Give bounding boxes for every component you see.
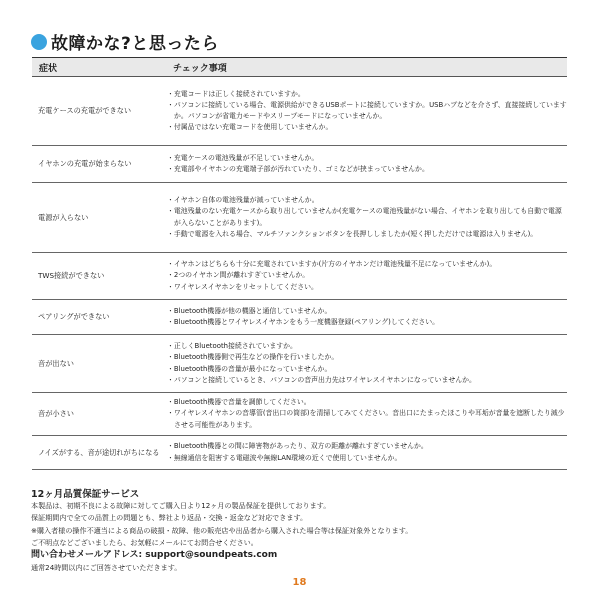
- warranty-line: 保証期間内で全ての品質上の問題とも、弊社より返品・交換・返金など対応できます。: [31, 513, 308, 523]
- troubleshooting-table: [32, 57, 567, 470]
- contact-email: 問い合わせメールアドレス: support@soundpeats.com: [31, 550, 278, 561]
- warranty-body: [31, 500, 571, 574]
- table-row: [32, 300, 567, 335]
- warranty-line: ご不明点などございましたら、お気軽にメールにてお問合せください。: [31, 537, 258, 547]
- warranty-line: ※購入者様の操作不適当による商品の破損・故障、他の販売店や出品者から購入された場合等は保証対象外となります。: [31, 525, 413, 535]
- check-item: ・イヤホンはどちらも十分に充電されていますか(片方のイヤホンだけ電池残量不足になっていませんか)。: [167, 260, 497, 269]
- page-number: 18: [292, 577, 307, 588]
- check-cell: [161, 77, 567, 146]
- table-row: [32, 77, 567, 146]
- table-row: [32, 436, 567, 470]
- check-cell: [161, 253, 567, 300]
- symptom-cell: 充電ケースの充電ができない: [32, 77, 161, 146]
- check-item: ・充電部やイヤホンの充電端子部が汚れていたり、ゴミなどが挟まっていませんか。: [167, 165, 429, 173]
- symptom-cell: 音が出ない: [32, 335, 161, 393]
- check-item: ・付属品ではない充電コードを使用していませんか。: [167, 123, 333, 132]
- check-cell: [161, 393, 567, 436]
- check-item: ・Bluetooth機器の音量が最小になっていませんか。: [167, 364, 332, 373]
- check-cell: [161, 183, 567, 253]
- symptom-cell: イヤホンの充電が始まらない: [32, 146, 161, 183]
- table-row: [32, 146, 567, 183]
- check-item: ・2つのイヤホン間が離れすぎていませんか。: [167, 271, 310, 280]
- check-item: ・パソコンと接続しているとき、パソコンの音声出力先はワイヤレスイヤホンになっていませんか。: [167, 375, 476, 384]
- table-row: [32, 253, 567, 300]
- header-symptom: 症状: [32, 58, 161, 77]
- check-item: ・電池残量のない充電ケースから取り出していませんか(充電ケースの電池残量がない場合、イヤホンを取り出しても自動で電源が入らないことがあります)。: [167, 207, 562, 227]
- warranty-title: 12ヶ月品質保証サービス: [31, 489, 140, 500]
- check-item: ・Bluetooth機器が他の機器と通信していませんか。: [167, 306, 332, 315]
- check-item: ・正しくBluetooth接続されていますか。: [167, 342, 297, 351]
- check-item: ・ワイヤレスイヤホンの音導管(音出口の筒部)を清掃してみてください。音出口にたまったほこりや耳垢が音量を遮断したり減少させる可能性があります。: [167, 409, 565, 429]
- check-item: ・Bluetooth機器側で再生などの操作を行いましたか。: [167, 353, 339, 362]
- check-item: ・Bluetooth機器で音量を調節してください。: [167, 398, 311, 407]
- check-item: ・パソコンに接続している場合、電源供給ができるUSBポートに接続していますか。USBハブなどを介さず、直接接続していますか。パソコンが省電力モードやスリープモードになっていませんか。: [167, 100, 567, 120]
- reply-note: 通常24時間以内にご回答させていただきます。: [31, 563, 182, 573]
- check-cell: [161, 146, 567, 183]
- symptom-cell: ノイズがする、音が途切れがちになる: [32, 436, 161, 470]
- check-item: ・イヤホン自体の電池残量が減っていませんか。: [167, 196, 319, 205]
- table-row: [32, 335, 567, 393]
- check-item: ・充電ケースの電池残量が不足していませんか。: [167, 153, 319, 162]
- check-cell: [161, 436, 567, 470]
- page-title: 故障かな?と思ったら: [51, 34, 219, 54]
- check-cell: [161, 335, 567, 393]
- title-bullet-icon: [31, 34, 47, 50]
- symptom-cell: ペアリングができない: [32, 300, 161, 335]
- symptom-cell: 音が小さい: [32, 393, 161, 436]
- table-row: [32, 393, 567, 436]
- check-item: ・ワイヤレスイヤホンをリセットしてください。: [167, 282, 318, 291]
- title-row: [31, 29, 219, 54]
- table-row: [32, 183, 567, 253]
- check-item: ・Bluetooth機器との間に障害物があったり、双方の距離が離れすぎていませんか。: [167, 442, 428, 451]
- header-check: チェック事項: [161, 58, 567, 77]
- symptom-cell: TWS接続ができない: [32, 253, 161, 300]
- check-item: ・手動で電源を入れる場合、マルチファンクションボタンを長押ししましたか(短く押しただけでは電源は入りません)。: [167, 229, 538, 238]
- warranty-line: 本製品は、初期不良による故障に対してご購入日より12ヶ月の製品保証を提供しております。: [31, 501, 331, 510]
- symptom-cell: 電源が入らない: [32, 183, 161, 253]
- check-cell: [161, 300, 567, 335]
- check-item: ・無線通信を阻害する電磁波や無線LAN環境の近くで使用していませんか。: [167, 453, 402, 462]
- check-item: ・充電コードは正しく接続されていますか。: [167, 89, 305, 98]
- check-item: ・Bluetooth機器とワイヤレスイヤホンをもう一度機器登録(ペアリング)してください。: [167, 318, 440, 326]
- table-header-row: [32, 58, 567, 77]
